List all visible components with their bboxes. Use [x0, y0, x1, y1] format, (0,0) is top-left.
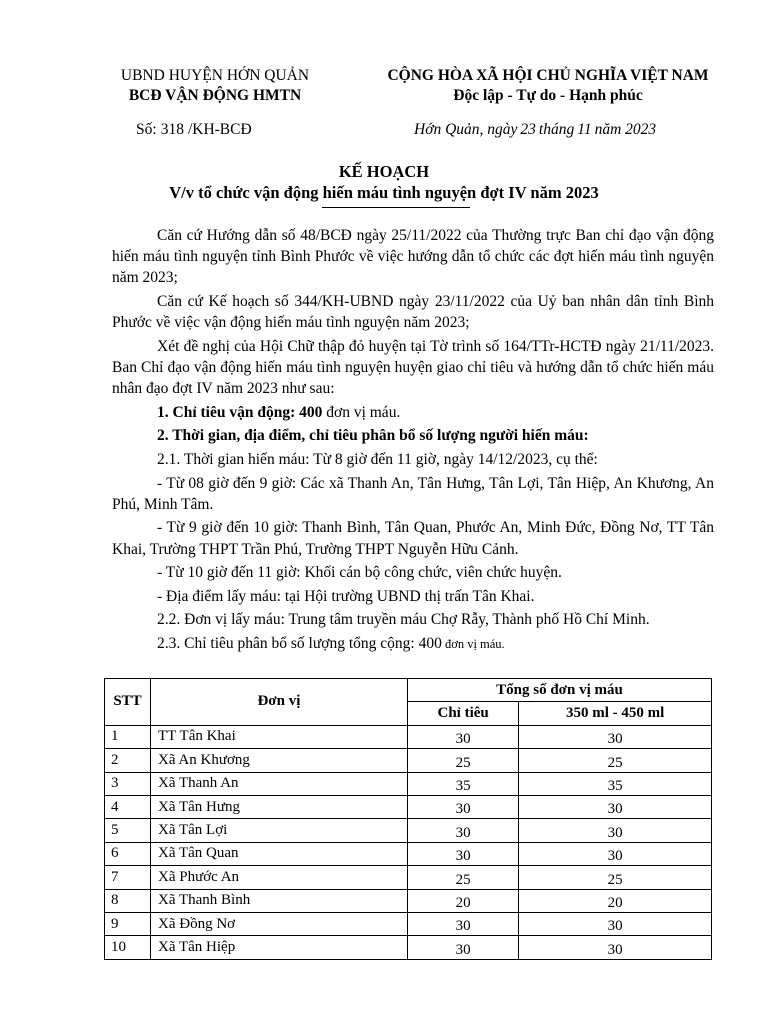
row-unit: Xã Thanh Bình: [151, 889, 408, 912]
schedule-item-1: - Từ 08 giờ đến 9 giờ: Các xã Thanh An, Tân Hưng, Tân Lợi, Tân Hiệp, An Khương, An Phú, Minh Tâm.: [112, 474, 714, 513]
row-unit: TT Tân Khai: [151, 725, 408, 748]
header-volume: 350 ml - 450 ml: [519, 702, 712, 725]
row-unit: Xã Đồng Nơ: [151, 912, 408, 935]
paragraph-basis-1: Căn cứ Hướng dẫn số 48/BCĐ ngày 25/11/2022 của Thường trực Ban chỉ đạo vận động hiến máu tình nguyện tỉnh Bình Phước về việc hướng dẫn tổ chức các đợt hiến máu tình nguyện năm 2023;: [112, 227, 714, 287]
schedule-item-3: - Từ 10 giờ đến 11 giờ: Khối cán bộ công chức, viên chức huyện.: [157, 564, 562, 582]
section-2-3-text: 2.3. Chỉ tiêu phân bổ số lượng tổng cộng: 400: [157, 634, 442, 652]
row-target: 30: [408, 819, 519, 842]
header-stt: STT: [105, 679, 151, 726]
row-unit: Xã Tân Hiệp: [151, 936, 408, 959]
row-unit: Xã Tân Hưng: [151, 795, 408, 818]
row-unit: Xã Tân Lợi: [151, 819, 408, 842]
table-row: [105, 936, 712, 959]
date-month: 11: [577, 121, 592, 138]
table-row: [105, 912, 712, 935]
row-stt: 3: [105, 772, 151, 795]
location-item: - Địa điểm lấy máu: tại Hội trường UBND thị trấn Tân Khai.: [157, 587, 535, 605]
row-stt: 2: [105, 749, 151, 772]
title-underline: [322, 207, 470, 208]
allocation-rows: [105, 725, 712, 959]
row-volume: 30: [519, 725, 712, 748]
section-2-1: 2.1. Thời gian hiến máu: Từ 8 giờ đến 11 giờ, ngày 14/12/2023, cụ thể:: [157, 450, 598, 468]
national-header: [362, 66, 734, 106]
document-number: [136, 121, 252, 139]
national-motto: Độc lập - Tự do - Hạnh phúc: [453, 87, 643, 104]
row-target: 30: [408, 725, 519, 748]
row-volume: 30: [519, 912, 712, 935]
row-stt: 1: [105, 725, 151, 748]
row-stt: 5: [105, 819, 151, 842]
date-day: 23: [520, 121, 536, 138]
header-group: Tổng số đơn vị máu: [408, 679, 712, 702]
issuer-block: [100, 66, 330, 106]
allocation-table: [104, 678, 712, 960]
row-stt: 8: [105, 889, 151, 912]
row-target: 30: [408, 912, 519, 935]
row-stt: 4: [105, 795, 151, 818]
row-volume: 20: [519, 889, 712, 912]
row-target: 25: [408, 749, 519, 772]
document-body: [112, 225, 714, 658]
date-month-label: tháng: [538, 121, 575, 138]
header-unit: Đơn vị: [151, 679, 408, 726]
date-year: năm 2023: [594, 121, 657, 138]
section-2-heading: 2. Thời gian, địa điểm, chỉ tiêu phân bổ số lượng người hiến máu:: [157, 427, 589, 445]
paragraph-proposal: Xét đề nghị của Hội Chữ thập đỏ huyện tại Tờ trình số 164/TTr-HCTĐ ngày 21/11/2023. Ban Chỉ đạo vận động hiến máu tình nguyện huyện giao chỉ tiêu và hướng dẫn tổ chức hiến máu nhân đạo đợt IV năm 2023 như sau:: [112, 337, 714, 398]
table-row: [105, 772, 712, 795]
section-2-2: 2.2. Đơn vị lấy máu: Trung tâm truyền máu Chợ Rẫy, Thành phố Hồ Chí Minh.: [157, 611, 650, 629]
row-volume: 35: [519, 772, 712, 795]
table-row: [105, 819, 712, 842]
section-2-3-unit: đơn vị máu.: [441, 636, 505, 651]
row-unit: Xã Thanh An: [151, 772, 408, 795]
table-row: [105, 749, 712, 772]
row-target: 30: [408, 795, 519, 818]
row-volume: 30: [519, 936, 712, 959]
table-row: [105, 795, 712, 818]
schedule-item-2: - Từ 9 giờ đến 10 giờ: Thanh Bình, Tân Quan, Phước An, Minh Đức, Đồng Nơ, TT Tân Khai, Trường THPT Trần Phú, Trường THPT Nguyễn Hữu Cảnh.: [112, 519, 714, 558]
row-target: 25: [408, 866, 519, 889]
table-row: [105, 866, 712, 889]
section-1: [112, 402, 714, 423]
issuer-dept: BCĐ VẬN ĐỘNG HMTN: [128, 87, 302, 104]
table-row: [105, 842, 712, 865]
row-target: 30: [408, 842, 519, 865]
document-date: [414, 121, 656, 139]
number-suffix: /KH-BCĐ: [187, 121, 252, 138]
row-volume: 30: [519, 819, 712, 842]
row-volume: 25: [519, 866, 712, 889]
table-row: [105, 725, 712, 748]
table-row: [105, 889, 712, 912]
row-stt: 6: [105, 842, 151, 865]
national-title: CỘNG HÒA XÃ HỘI CHỦ NGHĨA VIỆT NAM: [387, 67, 709, 84]
section-1-heading: 1. Chỉ tiêu vận động: 400: [157, 403, 323, 421]
section-1-unit: đơn vị máu.: [322, 403, 401, 421]
row-target: 35: [408, 772, 519, 795]
header-target: Chỉ tiêu: [408, 702, 519, 725]
row-volume: 30: [519, 842, 712, 865]
paragraph-basis-2: Căn cứ Kế hoạch số 344/KH-UBND ngày 23/11/2022 của Uỷ ban nhân dân tỉnh Bình Phước về việc vận động hiến máu tình nguyện năm 2023;: [112, 293, 714, 332]
row-volume: 25: [519, 749, 712, 772]
row-target: 30: [408, 936, 519, 959]
document-title: KẾ HOẠCH: [338, 162, 430, 181]
row-stt: 10: [105, 936, 151, 959]
number-label: Số:: [136, 121, 157, 138]
row-stt: 7: [105, 866, 151, 889]
row-stt: 9: [105, 912, 151, 935]
row-volume: 30: [519, 795, 712, 818]
row-target: 20: [408, 889, 519, 912]
number-value: 318: [160, 121, 184, 138]
document-subject: V/v tổ chức vận động hiến máu tình nguyện đợt IV năm 2023: [169, 183, 599, 202]
issuer-org: UBND HUYỆN HỚN QUẢN: [120, 67, 310, 84]
date-prefix: Hớn Quản, ngày: [414, 121, 518, 138]
row-unit: Xã An Khương: [151, 749, 408, 772]
row-unit: Xã Phước An: [151, 866, 408, 889]
row-unit: Xã Tân Quan: [151, 842, 408, 865]
section-2-3: [112, 633, 714, 655]
